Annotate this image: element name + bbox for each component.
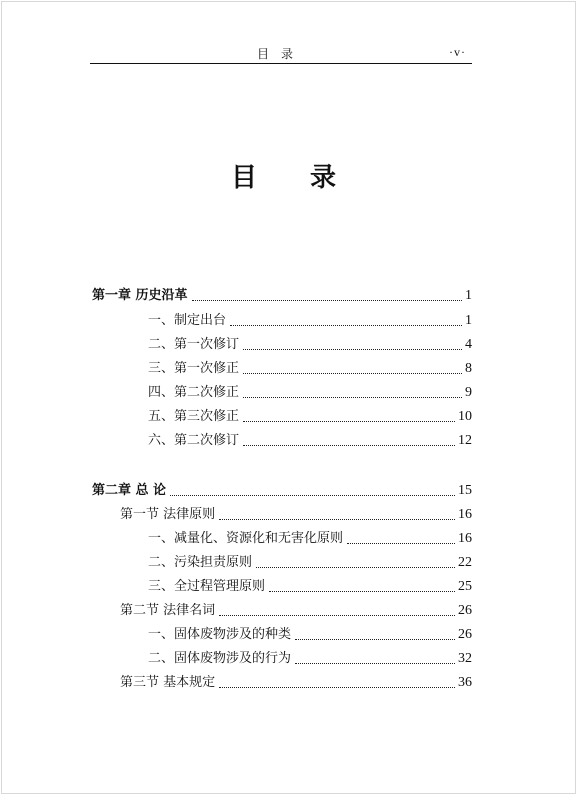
toc-dot-leader [243,397,462,398]
toc-page-number: 32 [458,651,472,666]
toc-entry-label: 六、第二次修订 [148,433,240,448]
toc-item[interactable] [148,553,472,571]
toc-page-number: 22 [458,555,472,570]
toc-page-number: 36 [458,675,472,690]
toc-entry-label: 二、污染担责原则 [148,555,253,570]
toc-entry-label: 第一章 历史沿革 [92,288,188,303]
toc-page-number: 15 [458,483,472,498]
toc-page-number: 4 [465,337,472,352]
toc-dot-leader [269,591,455,592]
toc-item[interactable] [148,577,472,595]
toc-dot-leader [243,445,455,446]
toc-entry-label: 五、第三次修正 [148,409,240,424]
toc-entry-label: 四、第二次修正 [148,385,240,400]
toc-dot-leader [243,421,455,422]
toc-item[interactable] [148,529,472,547]
toc-dot-leader [230,325,462,326]
toc-page-number: 16 [458,531,472,546]
toc-item[interactable] [148,383,472,401]
toc-page-number: 1 [465,313,472,328]
toc-dot-leader [219,519,455,520]
toc-dot-leader [243,349,462,350]
toc-page-number: 26 [458,603,472,618]
toc-page-number: 16 [458,507,472,522]
toc-dot-leader [295,663,455,664]
toc-section[interactable] [120,505,472,523]
toc-item[interactable] [148,431,472,449]
running-header-page-number: ·v· [449,45,466,59]
toc-entry-label: 二、第一次修订 [148,337,240,352]
toc-dot-leader [219,615,455,616]
toc-item[interactable] [148,625,472,643]
running-header-title: 目录 [256,47,305,61]
toc-item[interactable] [148,359,472,377]
toc-chapter[interactable] [92,286,472,304]
toc-item[interactable] [148,407,472,425]
toc-page-number: 10 [458,409,472,424]
toc-dot-leader [347,543,455,544]
toc-page-number: 12 [458,433,472,448]
toc-entry-label: 第二章 总 论 [92,483,167,498]
header-rule [90,63,472,64]
running-header [90,44,472,64]
toc-entry-label: 一、减量化、资源化和无害化原则 [148,531,344,546]
page-title: 目 录 [230,163,359,193]
toc-section[interactable] [120,601,472,619]
toc-dot-leader [243,373,462,374]
toc-page-number: 8 [465,361,472,376]
toc-dot-leader [219,687,455,688]
toc-chapter[interactable] [92,481,472,499]
toc-item[interactable] [148,649,472,667]
toc-section[interactable] [120,673,472,691]
toc-page-number: 26 [458,627,472,642]
toc-entry-label: 第二节 法律名词 [120,603,216,618]
toc-entry-label: 第三节 基本规定 [120,675,216,690]
toc-dot-leader [170,495,455,496]
toc-item[interactable] [148,311,472,329]
toc-item[interactable] [148,335,472,353]
toc-entry-label: 三、全过程管理原则 [148,579,266,594]
toc-entry-label: 三、第一次修正 [148,361,240,376]
toc-entry-label: 二、固体废物涉及的行为 [148,651,292,666]
toc-entry-label: 一、固体废物涉及的种类 [148,627,292,642]
toc-dot-leader [256,567,455,568]
toc-entry-label: 第一节 法律原则 [120,507,216,522]
toc-page-number: 25 [458,579,472,594]
toc-dot-leader [295,639,455,640]
toc-dot-leader [192,300,462,301]
toc-page-number: 9 [465,385,472,400]
toc-entry-label: 一、制定出台 [148,313,227,328]
toc-page-number: 1 [465,288,472,303]
